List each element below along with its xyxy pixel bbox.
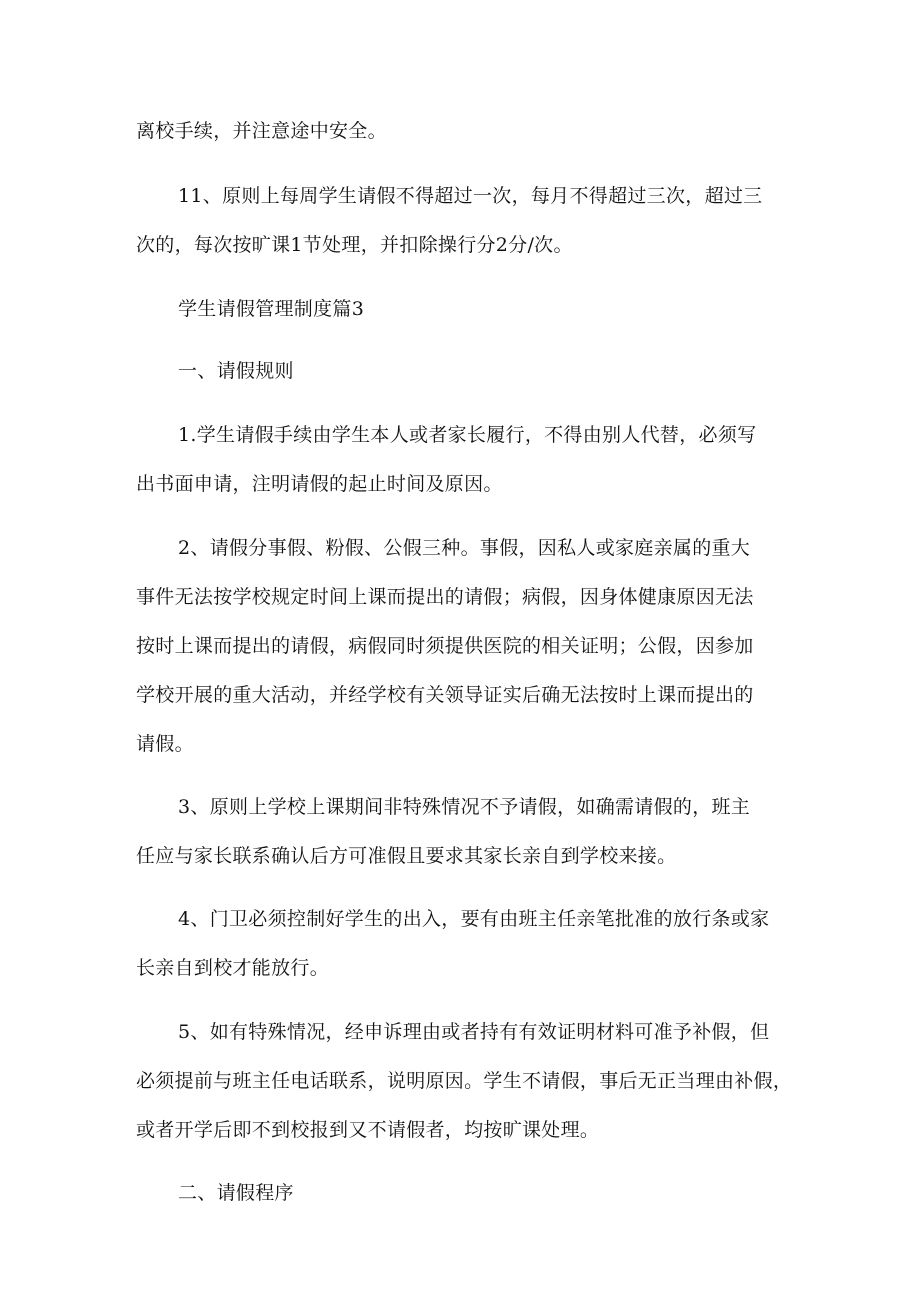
section-heading: 二、请假程序	[178, 1182, 294, 1204]
text-line: 事件无法按学校规定时间上课而提出的请假；病假，因身体健康原因无法	[136, 586, 754, 608]
text-line: 11、原则上每周学生请假不得超过一次，每月不得超过三次，超过三	[178, 185, 763, 207]
text-line: 学校开展的重大活动，并经学校有关领导证实后确无法按时上课而提出的	[136, 684, 754, 706]
text-line: 长亲自到校才能放行。	[136, 957, 330, 979]
text-line: 出书面申请，注明请假的起止时间及原因。	[136, 473, 503, 495]
text-line: 或者开学后即不到校报到又不请假者，均按旷课处理。	[136, 1119, 600, 1141]
text-line: 离校手续，并注意途中安全。	[136, 120, 387, 142]
text-line: 请假。	[136, 733, 194, 755]
text-line: 5、如有特殊情况，经申诉理由或者持有有效证明材料可准予补假，但	[178, 1021, 770, 1043]
section-heading: 一、请假规则	[178, 360, 294, 382]
text-line: 次的，每次按旷课1节处理，并扣除操行分2分/次。	[136, 234, 573, 256]
section-title: 学生请假管理制度篇3	[178, 298, 365, 320]
text-line: 4、门卫必须控制好学生的出入，要有由班主任亲笔批准的放行条或家	[178, 908, 770, 930]
text-line: 必须提前与班主任电话联系，说明原因。学生不请假，事后无正当理由补假，	[136, 1070, 793, 1092]
text-line: 3、原则上学校上课期间非特殊情况不予请假，如确需请假的，班主	[178, 796, 751, 818]
text-line: 1.学生请假手续由学生本人或者家长履行，不得由别人代替，必须写	[178, 424, 757, 446]
text-line: 按时上课而提出的请假，病假同时须提供医院的相关证明；公假，因参加	[136, 635, 754, 657]
text-line: 2、请假分事假、粉假、公假三种。事假，因私人或家庭亲属的重大	[178, 537, 751, 559]
text-line: 任应与家长联系确认后方可准假且要求其家长亲自到学校来接。	[136, 845, 677, 867]
